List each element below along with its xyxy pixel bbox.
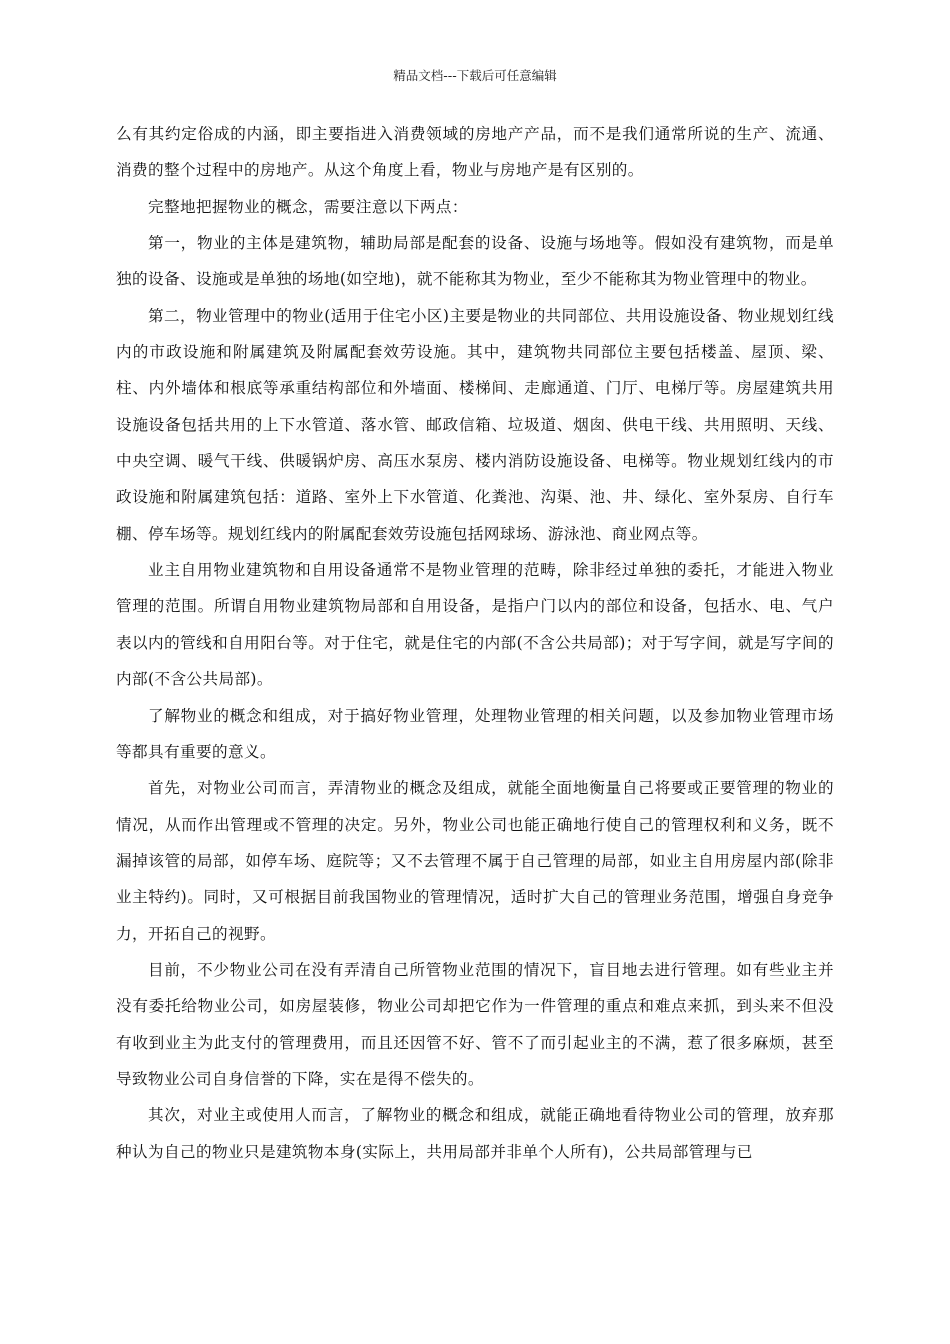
document-body — [116, 116, 834, 1170]
paragraph: 目前，不少物业公司在没有弄清自己所管物业范围的情况下，盲目地去进行管理。如有些业主并没有委托给物业公司，如房屋装修，物业公司却把它作为一件管理的重点和难点来抓，到头来不但没有收到业主为此支付的管理费用，而且还因管不好、管不了而引起业主的不满，惹了很多麻烦，甚至导致物业公司自身信誉的下降，实在是得不偿失的。 — [116, 960, 834, 1088]
page-header: 精品文档---下载后可任意编辑 — [393, 68, 557, 83]
paragraph: 完整地把握物业的概念，需要注意以下两点： — [148, 197, 468, 216]
paragraph: 首先，对物业公司而言，弄清物业的概念及组成，就能全面地衡量自己将要或正要管理的物业的情况，从而作出管理或不管理的决定。另外，物业公司也能正确地行使自己的管理权利和义务，既不漏掉该管的局部，如停车场、庭院等；又不去管理不属于自己管理的局部，如业主自用房屋内部(除非业主特约)。同时，又可根据目前我国物业的管理情况，适时扩大自己的管理业务范围，增强自身竞争力，开拓自己的视野。 — [116, 779, 834, 943]
paragraph: 其次，对业主或使用人而言，了解物业的概念和组成，就能正确地看待物业公司的管理，放弃那种认为自己的物业只是建筑物本身(实际上，共用局部并非单个人所有)，公共局部管理与已 — [116, 1106, 834, 1161]
paragraph: 第二，物业管理中的物业(适用于住宅小区)主要是物业的共同部位、共用设施设备、物业规划红线内的市政设施和附属建筑及附属配套效劳设施。其中，建筑物共同部位主要包括楼盖、屋顶、梁、柱、内外墙体和根底等承重结构部位和外墙面、楼梯间、走廊通道、门厅、电梯厅等。房屋建筑共用设施设备包括共用的上下水管道、落水管、邮政信箱、垃圾道、烟囱、供电干线、共用照明、天线、中央空调、暖气干线、供暖锅炉房、高压水泵房、楼内消防设施设备、电梯等。物业规划红线内的市政设施和附属建筑包括：道路、室外上下水管道、化粪池、沟渠、池、井、绿化、室外泵房、自行车棚、停车场等。规划红线内的附属配套效劳设施包括网球场、游泳池、商业网点等。 — [116, 306, 834, 543]
paragraph: 业主自用物业建筑物和自用设备通常不是物业管理的范畴，除非经过单独的委托，才能进入物业管理的范围。所谓自用物业建筑物局部和自用设备，是指户门以内的部位和设备，包括水、电、气户表以内的管线和自用阳台等。对于住宅，就是住宅的内部(不含公共局部)；对于写字间，就是写字间的内部(不含公共局部)。 — [116, 561, 834, 689]
paragraph: 第一，物业的主体是建筑物，辅助局部是配套的设备、设施与场地等。假如没有建筑物，而是单独的设备、设施或是单独的场地(如空地)，就不能称其为物业，至少不能称其为物业管理中的物业。 — [116, 234, 834, 289]
paragraph: 么有其约定俗成的内涵，即主要指进入消费领域的房地产产品，而不是我们通常所说的生产、流通、消费的整个过程中的房地产。从这个角度上看，物业与房地产是有区别的。 — [116, 125, 834, 180]
paragraph: 了解物业的概念和组成，对于搞好物业管理，处理物业管理的相关问题，以及参加物业管理市场等都具有重要的意义。 — [116, 706, 834, 761]
